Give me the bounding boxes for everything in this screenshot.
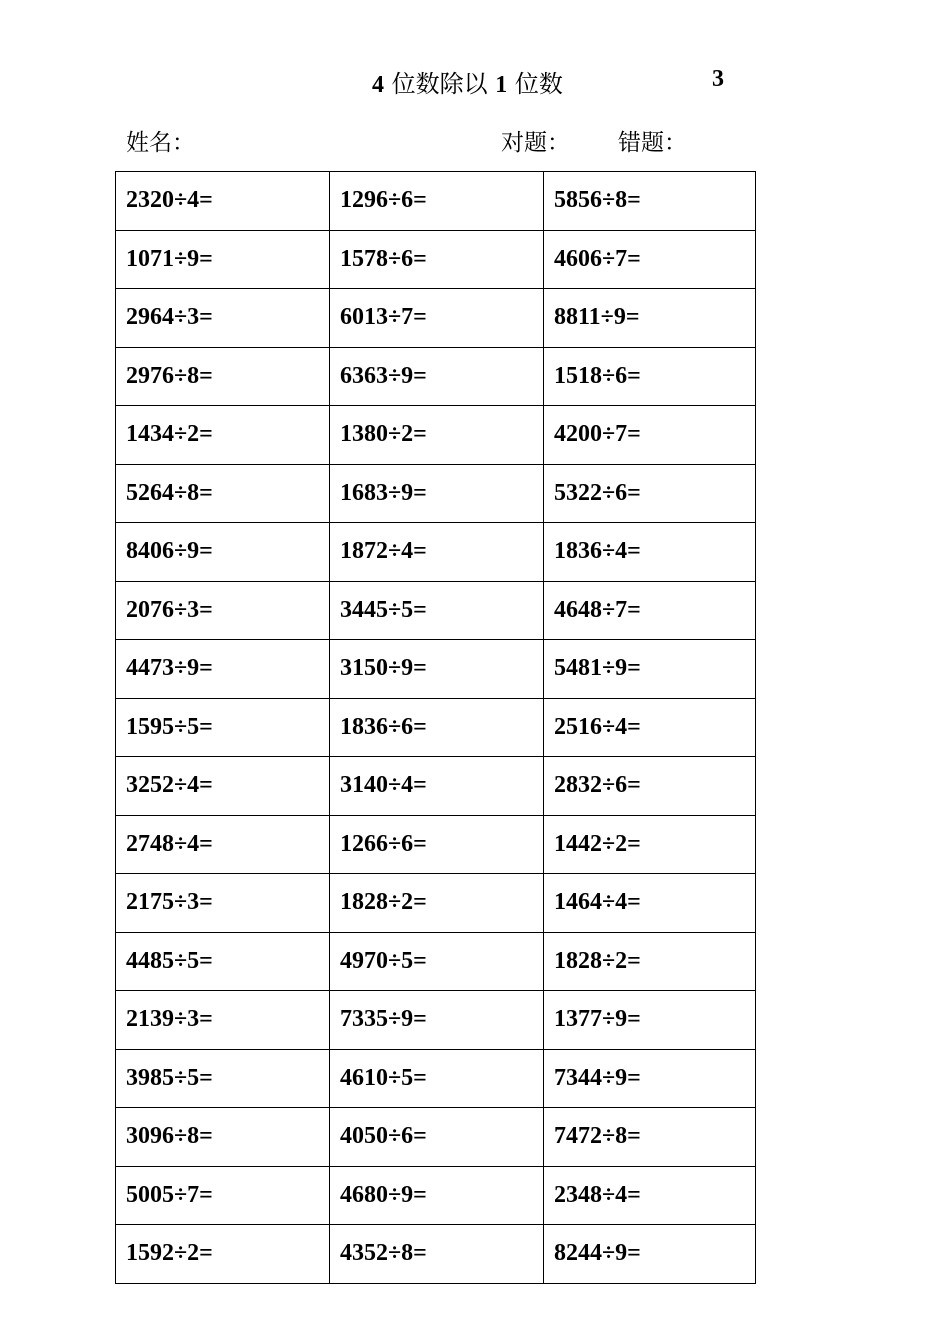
problem-row [116, 464, 756, 523]
problem-cell: 6013÷7= [330, 289, 544, 348]
problem-cell: 1836÷6= [330, 698, 544, 757]
problem-cell: 4610÷5= [330, 1049, 544, 1108]
problem-cell: 5264÷8= [116, 464, 330, 523]
problem-cell: 2348÷4= [544, 1166, 756, 1225]
name-label: 姓名： [126, 130, 195, 156]
problem-cell: 7472÷8= [544, 1108, 756, 1167]
problem-row [116, 1166, 756, 1225]
problem-row [116, 581, 756, 640]
problem-cell: 4606÷7= [544, 230, 756, 289]
problem-cell: 3445÷5= [330, 581, 544, 640]
problem-cell: 1872÷4= [330, 523, 544, 582]
problem-row [116, 874, 756, 933]
title-text-divided-by: 位数除以 [391, 70, 488, 98]
page-number: 3 [712, 66, 724, 92]
problem-row [116, 1049, 756, 1108]
problem-cell: 4680÷9= [330, 1166, 544, 1225]
problem-row [116, 347, 756, 406]
problem-cell: 1683÷9= [330, 464, 544, 523]
problem-cell: 1434÷2= [116, 406, 330, 465]
problem-cell: 3096÷8= [116, 1108, 330, 1167]
problem-grid [115, 171, 756, 1284]
problem-cell: 2516÷4= [544, 698, 756, 757]
worksheet-title [372, 64, 563, 99]
problem-row [116, 991, 756, 1050]
problem-cell: 1377÷9= [544, 991, 756, 1050]
problem-row [116, 1108, 756, 1167]
problem-cell: 1518÷6= [544, 347, 756, 406]
problem-cell: 7344÷9= [544, 1049, 756, 1108]
problem-cell: 1380÷2= [330, 406, 544, 465]
title-number-divisor: 1 [495, 72, 508, 98]
problem-row [116, 406, 756, 465]
problem-cell: 8406÷9= [116, 523, 330, 582]
problem-cell: 1442÷2= [544, 815, 756, 874]
problem-cell: 5481÷9= [544, 640, 756, 699]
problem-cell: 1592÷2= [116, 1225, 330, 1284]
problem-cell: 1595÷5= [116, 698, 330, 757]
problem-cell: 2832÷6= [544, 757, 756, 816]
problem-cell: 6363÷9= [330, 347, 544, 406]
problem-cell: 3252÷4= [116, 757, 330, 816]
problem-row [116, 815, 756, 874]
problem-row [116, 523, 756, 582]
problem-cell: 1464÷4= [544, 874, 756, 933]
problem-cell: 2139÷3= [116, 991, 330, 1050]
problem-cell: 4050÷6= [330, 1108, 544, 1167]
problem-cell: 4200÷7= [544, 406, 756, 465]
problem-row [116, 757, 756, 816]
problem-row [116, 932, 756, 991]
problem-cell: 5005÷7= [116, 1166, 330, 1225]
problem-cell: 4485÷5= [116, 932, 330, 991]
problem-row [116, 640, 756, 699]
problem-cell: 7335÷9= [330, 991, 544, 1050]
problem-cell: 1266÷6= [330, 815, 544, 874]
problem-cell: 1296÷6= [330, 172, 544, 231]
problem-cell: 2748÷4= [116, 815, 330, 874]
problem-cell: 4648÷7= [544, 581, 756, 640]
problem-cell: 4352÷8= [330, 1225, 544, 1284]
problem-cell: 2964÷3= [116, 289, 330, 348]
problem-row [116, 172, 756, 231]
problem-cell: 2320÷4= [116, 172, 330, 231]
correct-count-label: 对题： [501, 130, 570, 156]
problem-cell: 4473÷9= [116, 640, 330, 699]
problem-cell: 1828÷2= [330, 874, 544, 933]
problem-cell: 3140÷4= [330, 757, 544, 816]
title-number-digits: 4 [372, 72, 384, 98]
problem-cell: 2076÷3= [116, 581, 330, 640]
problem-cell: 5856÷8= [544, 172, 756, 231]
problem-row [116, 1225, 756, 1284]
problem-cell: 3150÷9= [330, 640, 544, 699]
problem-cell: 1828÷2= [544, 932, 756, 991]
problem-cell: 4970÷5= [330, 932, 544, 991]
problem-cell: 8244÷9= [544, 1225, 756, 1284]
title-text-digits: 位数 [514, 70, 563, 98]
problem-row [116, 698, 756, 757]
problem-cell: 3985÷5= [116, 1049, 330, 1108]
problem-cell: 1836÷4= [544, 523, 756, 582]
wrong-count-label: 错题： [618, 130, 687, 156]
problem-cell: 2976÷8= [116, 347, 330, 406]
problem-cell: 1071÷9= [116, 230, 330, 289]
problem-row [116, 289, 756, 348]
problem-cell: 8811÷9= [544, 289, 756, 348]
problem-cell: 2175÷3= [116, 874, 330, 933]
problem-row [116, 230, 756, 289]
problem-cell: 1578÷6= [330, 230, 544, 289]
problem-cell: 5322÷6= [544, 464, 756, 523]
